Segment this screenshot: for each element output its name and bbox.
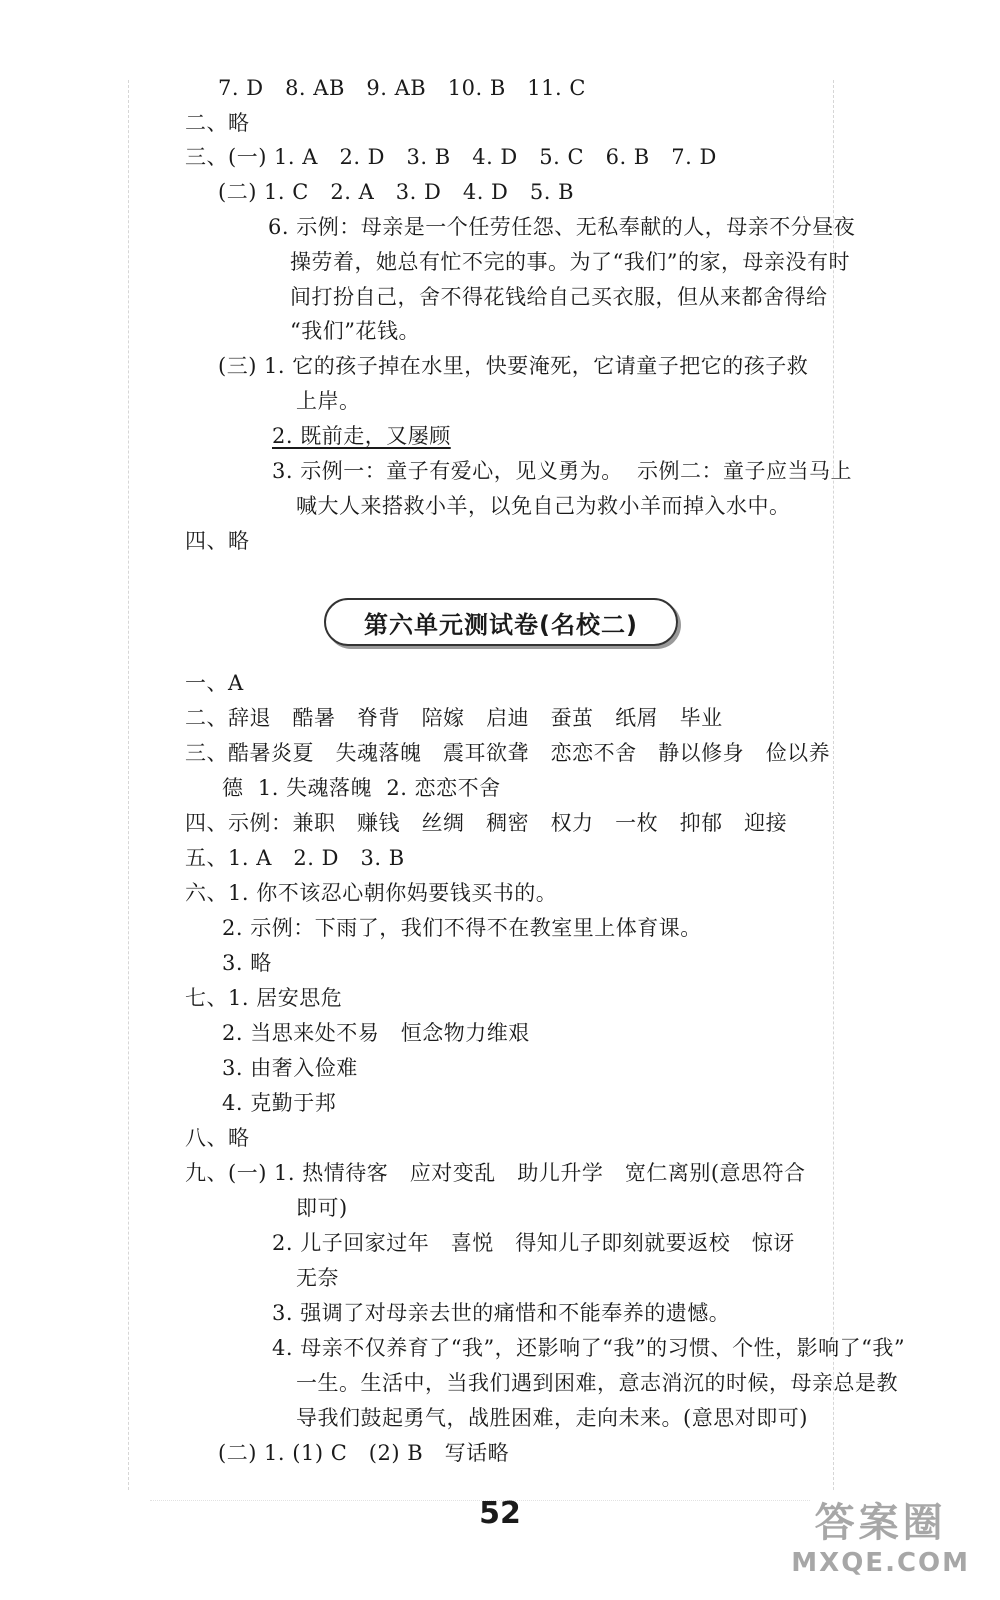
left-margin-guide <box>128 80 129 1490</box>
answer-line: 导我们鼓起勇气，战胜困难，走向未来。(意思对即可) <box>296 1406 808 1430</box>
watermark-cn: 答案圈 <box>814 1500 947 1546</box>
answer-line: 2. 既前走，又屡顾 <box>272 424 451 448</box>
answer-line: 3. 强调了对母亲去世的痛惜和不能奉养的遗憾。 <box>272 1301 731 1325</box>
answer-line: “我们”花钱。 <box>290 319 420 343</box>
answer-line: 六、1. 你不该忍心朝你妈要钱买书的。 <box>185 881 558 905</box>
answer-line: 间打扮自己，舍不得花钱给自己买衣服，但从来都舍得给 <box>290 285 828 309</box>
answer-line: 二、略 <box>185 111 250 135</box>
page-number: 52 <box>479 1496 521 1531</box>
watermark-logo <box>791 1491 970 1578</box>
answer-line: 三、酷暑炎夏 失魂落魄 震耳欲聋 恋恋不舍 静以修身 俭以养 <box>185 741 831 765</box>
answer-line: 2. 当思来处不易 恒念物力维艰 <box>222 1021 530 1045</box>
answer-line: 4. 克勤于邦 <box>222 1091 337 1115</box>
answer-line: 上岸。 <box>296 389 361 413</box>
answer-line: 2. 示例：下雨了，我们不得不在教室里上体育课。 <box>222 916 702 940</box>
answer-line: 3. 由奢入俭难 <box>222 1056 358 1080</box>
answer-line: (二) 1. (1) C (2) B 写话略 <box>218 1441 510 1465</box>
answer-line: 德 1. 失魂落魄 2. 恋恋不舍 <box>222 776 501 800</box>
answer-line: 一生。生活中，当我们遇到困难，意志消沉的时候，母亲总是教 <box>296 1371 898 1395</box>
answer-line: 一、A <box>185 671 244 695</box>
answer-line: 七、1. 居安思危 <box>185 986 343 1010</box>
answer-line: 操劳着，她总有忙不完的事。为了“我们”的家，母亲没有时 <box>290 250 850 274</box>
answer-line: 五、1. A 2. D 3. B <box>185 846 405 870</box>
right-margin-guide <box>833 80 834 1490</box>
answer-line: 八、略 <box>185 1126 250 1150</box>
answer-line: 2. 儿子回家过年 喜悦 得知儿子即刻就要返校 惊讶 <box>272 1231 795 1255</box>
answer-line: 九、(一) 1. 热情待客 应对变乱 助儿升学 宽仁离别(意思符合 <box>185 1161 806 1185</box>
answer-line: 二、辞退 酷暑 脊背 陪嫁 启迪 蚕茧 纸屑 毕业 <box>185 706 723 730</box>
watermark-en: MXQE.COM <box>791 1548 970 1578</box>
answer-line: (二) 1. C 2. A 3. D 4. D 5. B <box>218 180 575 204</box>
answer-line: 3. 示例一：童子有爱心，见义勇为。 示例二：童子应当马上 <box>272 459 853 483</box>
answer-line: 即可) <box>296 1196 348 1220</box>
section-title: 第六单元测试卷(名校二) <box>324 598 678 646</box>
answer-line: 3. 略 <box>222 951 272 975</box>
answer-line: 无奈 <box>296 1266 339 1290</box>
answer-line: 喊大人来搭救小羊，以免自己为救小羊而掉入水中。 <box>296 494 791 518</box>
answer-line: 6. 示例：母亲是一个任劳任怨、无私奉献的人，母亲不分昼夜 <box>268 215 856 239</box>
answer-line: 三、(一) 1. A 2. D 3. B 4. D 5. C 6. B 7. D <box>185 145 717 169</box>
answer-line: 4. 母亲不仅养育了“我”，还影响了“我”的习惯、个性，影响了“我” <box>272 1336 906 1360</box>
answer-line: 四、略 <box>185 529 250 553</box>
answer-line: 四、示例：兼职 赚钱 丝绸 稠密 权力 一枚 抑郁 迎接 <box>185 811 788 835</box>
answer-line: 7. D 8. AB 9. AB 10. B 11. C <box>218 76 586 100</box>
answer-line: (三) 1. 它的孩子掉在水里，快要淹死，它请童子把它的孩子救 <box>218 354 809 378</box>
